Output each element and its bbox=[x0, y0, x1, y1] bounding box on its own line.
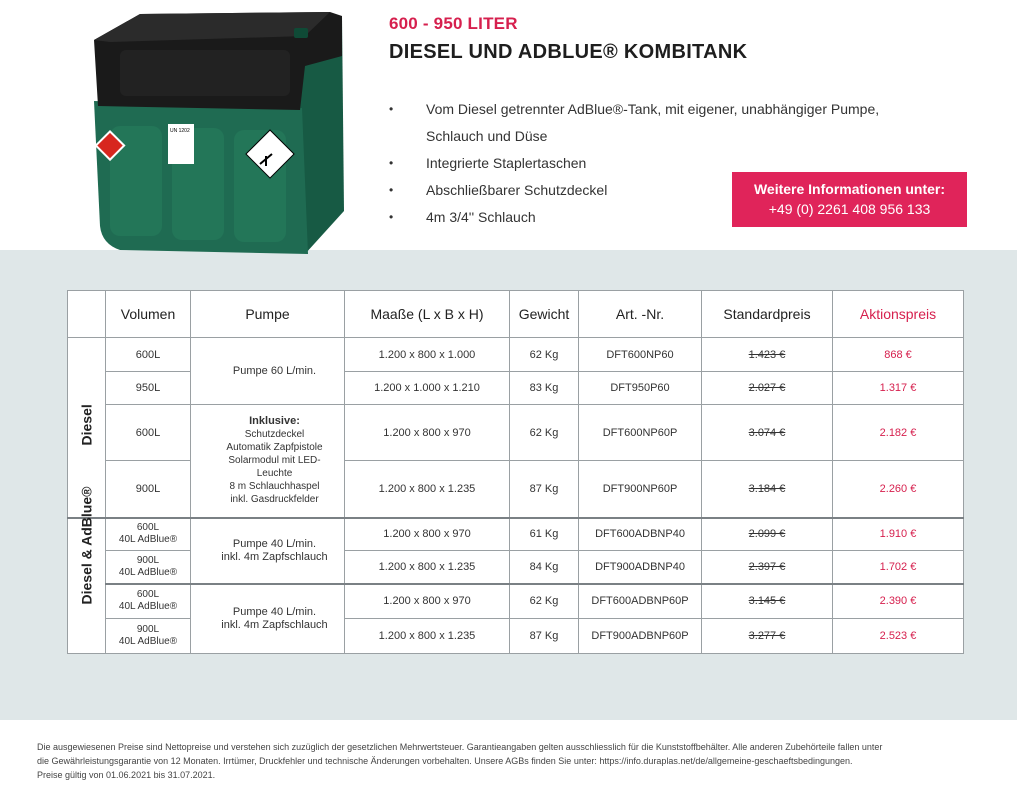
cell-volumen: 600L bbox=[106, 338, 191, 372]
cell-volumen: 600L 40L AdBlue® bbox=[106, 518, 191, 551]
cell-artnr: DFT900ADBNP60P bbox=[579, 619, 702, 654]
cell-aktionspreis: 868 € bbox=[833, 338, 964, 372]
cell-artnr: DFT900NP60P bbox=[579, 461, 702, 518]
cell-volumen: 900L bbox=[106, 461, 191, 518]
cell-masse: 1.200 x 800 x 1.235 bbox=[345, 551, 510, 584]
bullet-icon: • bbox=[389, 183, 394, 197]
cell-aktionspreis: 1.317 € bbox=[833, 372, 964, 405]
cell-standardpreis: 1.423 € bbox=[702, 338, 833, 372]
un-label: UN 1202 bbox=[170, 128, 190, 134]
feature-item: • Integrierte Staplertaschen bbox=[389, 150, 929, 177]
cell-aktionspreis: 1.702 € bbox=[833, 551, 964, 584]
inklusive-item: Schutzdeckel bbox=[244, 429, 305, 441]
cell-masse: 1.200 x 800 x 970 bbox=[345, 518, 510, 551]
footnote-line: Preise gültig von 01.06.2021 bis 31.07.2021. bbox=[37, 770, 216, 780]
header-standardpreis: Standardpreis bbox=[702, 291, 833, 338]
bullet-icon: • bbox=[389, 102, 394, 116]
info-box-heading: Weitere Informationen unter: bbox=[753, 181, 946, 197]
cell-gewicht: 83 Kg bbox=[510, 372, 579, 405]
cell-gewicht: 87 Kg bbox=[510, 461, 579, 518]
header-volumen: Volumen bbox=[106, 291, 191, 338]
cell-aktionspreis: 2.260 € bbox=[833, 461, 964, 518]
header-aktionspreis: Aktionspreis bbox=[833, 291, 964, 338]
cell-gewicht: 62 Kg bbox=[510, 338, 579, 372]
subtitle: 600 - 950 LITER bbox=[389, 14, 518, 33]
cell-masse: 1.200 x 800 x 970 bbox=[345, 584, 510, 619]
cell-pumpe-inklusive bbox=[191, 405, 345, 518]
price-table bbox=[67, 290, 964, 654]
cell-artnr: DFT900ADBNP40 bbox=[579, 551, 702, 584]
footnote-line: die Gewährleistungsgarantie von 12 Monaten. Irrtümer, Druckfehler und technische Änderungen vorbehalten. Unsere AGBs finden Sie unter: https://info.duraplas.net/de/allgemeine-geschaeftsbedingungen. bbox=[37, 756, 853, 766]
cell-artnr: DFT600NP60 bbox=[579, 338, 702, 372]
feature-item: • Abschließbarer Schutzdeckel bbox=[389, 177, 929, 204]
group-diesel: Diesel bbox=[68, 338, 106, 518]
inklusive-item: Leuchte bbox=[256, 468, 293, 480]
cell-volumen: 900L 40L AdBlue® bbox=[106, 619, 191, 654]
cell-artnr: DFT600ADBNP60P bbox=[579, 584, 702, 619]
footnote bbox=[37, 740, 987, 782]
tank-image bbox=[80, 6, 350, 254]
phone-number[interactable]: +49 (0) 2261 408 956 133 bbox=[768, 201, 931, 217]
cell-aktionspreis: 2.182 € bbox=[833, 405, 964, 461]
inklusive-title: Inklusive: bbox=[249, 415, 300, 428]
cell-volumen: 950L bbox=[106, 372, 191, 405]
cell-masse: 1.200 x 1.000 x 1.210 bbox=[345, 372, 510, 405]
cell-volumen: 600L bbox=[106, 405, 191, 461]
inklusive-item: Solarmodul mit LED- bbox=[228, 455, 321, 467]
table-row bbox=[68, 405, 964, 461]
header-empty bbox=[68, 291, 106, 338]
header-masse: Maaße (L x B x H) bbox=[345, 291, 510, 338]
table-header-row bbox=[68, 291, 964, 338]
bullet-icon: • bbox=[389, 156, 394, 170]
cell-artnr: DFT600NP60P bbox=[579, 405, 702, 461]
cell-artnr: DFT950P60 bbox=[579, 372, 702, 405]
header-artnr: Art. -Nr. bbox=[579, 291, 702, 338]
cell-aktionspreis: 2.390 € bbox=[833, 584, 964, 619]
table-row bbox=[68, 338, 964, 372]
cell-standardpreis: 3.184 € bbox=[702, 461, 833, 518]
feature-item: Schlauch und Düse bbox=[426, 128, 548, 144]
inklusive-item: 8 m Schlauchhaspel bbox=[229, 481, 320, 493]
table-row bbox=[68, 584, 964, 619]
cell-masse: 1.200 x 800 x 1.000 bbox=[345, 338, 510, 372]
cell-aktionspreis: 1.910 € bbox=[833, 518, 964, 551]
cell-standardpreis: 3.277 € bbox=[702, 619, 833, 654]
cell-aktionspreis: 2.523 € bbox=[833, 619, 964, 654]
group-diesel-adblue: Diesel & AdBlue® bbox=[68, 518, 106, 654]
cell-artnr: DFT600ADBNP40 bbox=[579, 518, 702, 551]
cell-pumpe: Pumpe 40 L/min. inkl. 4m Zapfschlauch bbox=[191, 518, 345, 584]
cell-standardpreis: 3.074 € bbox=[702, 405, 833, 461]
info-box[interactable] bbox=[732, 172, 967, 227]
cell-masse: 1.200 x 800 x 1.235 bbox=[345, 619, 510, 654]
feature-item: • Vom Diesel getrennter AdBlue®-Tank, mit eigener, unabhängiger Pumpe, bbox=[389, 96, 929, 123]
inklusive-item: inkl. Gasdruckfelder bbox=[230, 494, 319, 506]
cell-masse: 1.200 x 800 x 1.235 bbox=[345, 461, 510, 518]
bullet-icon: • bbox=[389, 210, 394, 224]
header-pumpe: Pumpe bbox=[191, 291, 345, 338]
footnote-line: Die ausgewiesenen Preise sind Nettopreise und verstehen sich zuzüglich der gesetzlichen Mehrwertsteuer. Garantieangaben gelten ausschliesslich für die Kunststoffbehälter. Alle anderen Zubehörteile fallen unter bbox=[37, 742, 883, 752]
cell-standardpreis: 2.027 € bbox=[702, 372, 833, 405]
feature-item: • 4m 3/4'' Schlauch bbox=[389, 204, 929, 231]
cell-masse: 1.200 x 800 x 970 bbox=[345, 405, 510, 461]
cell-volumen: 600L 40L AdBlue® bbox=[106, 584, 191, 619]
inklusive-item: Automatik Zapfpistole bbox=[226, 442, 323, 454]
cell-volumen: 900L 40L AdBlue® bbox=[106, 551, 191, 584]
table-row bbox=[68, 518, 964, 551]
page-title: DIESEL UND ADBLUE® KOMBITANK bbox=[389, 41, 748, 63]
cell-standardpreis: 2.099 € bbox=[702, 518, 833, 551]
cell-gewicht: 87 Kg bbox=[510, 619, 579, 654]
cell-standardpreis: 3.145 € bbox=[702, 584, 833, 619]
cell-standardpreis: 2.397 € bbox=[702, 551, 833, 584]
cell-gewicht: 62 Kg bbox=[510, 405, 579, 461]
cell-pumpe: Pumpe 40 L/min. inkl. 4m Zapfschlauch bbox=[191, 584, 345, 654]
cell-gewicht: 61 Kg bbox=[510, 518, 579, 551]
cell-pumpe: Pumpe 60 L/min. bbox=[191, 338, 345, 405]
header-gewicht: Gewicht bbox=[510, 291, 579, 338]
cell-gewicht: 84 Kg bbox=[510, 551, 579, 584]
cell-gewicht: 62 Kg bbox=[510, 584, 579, 619]
